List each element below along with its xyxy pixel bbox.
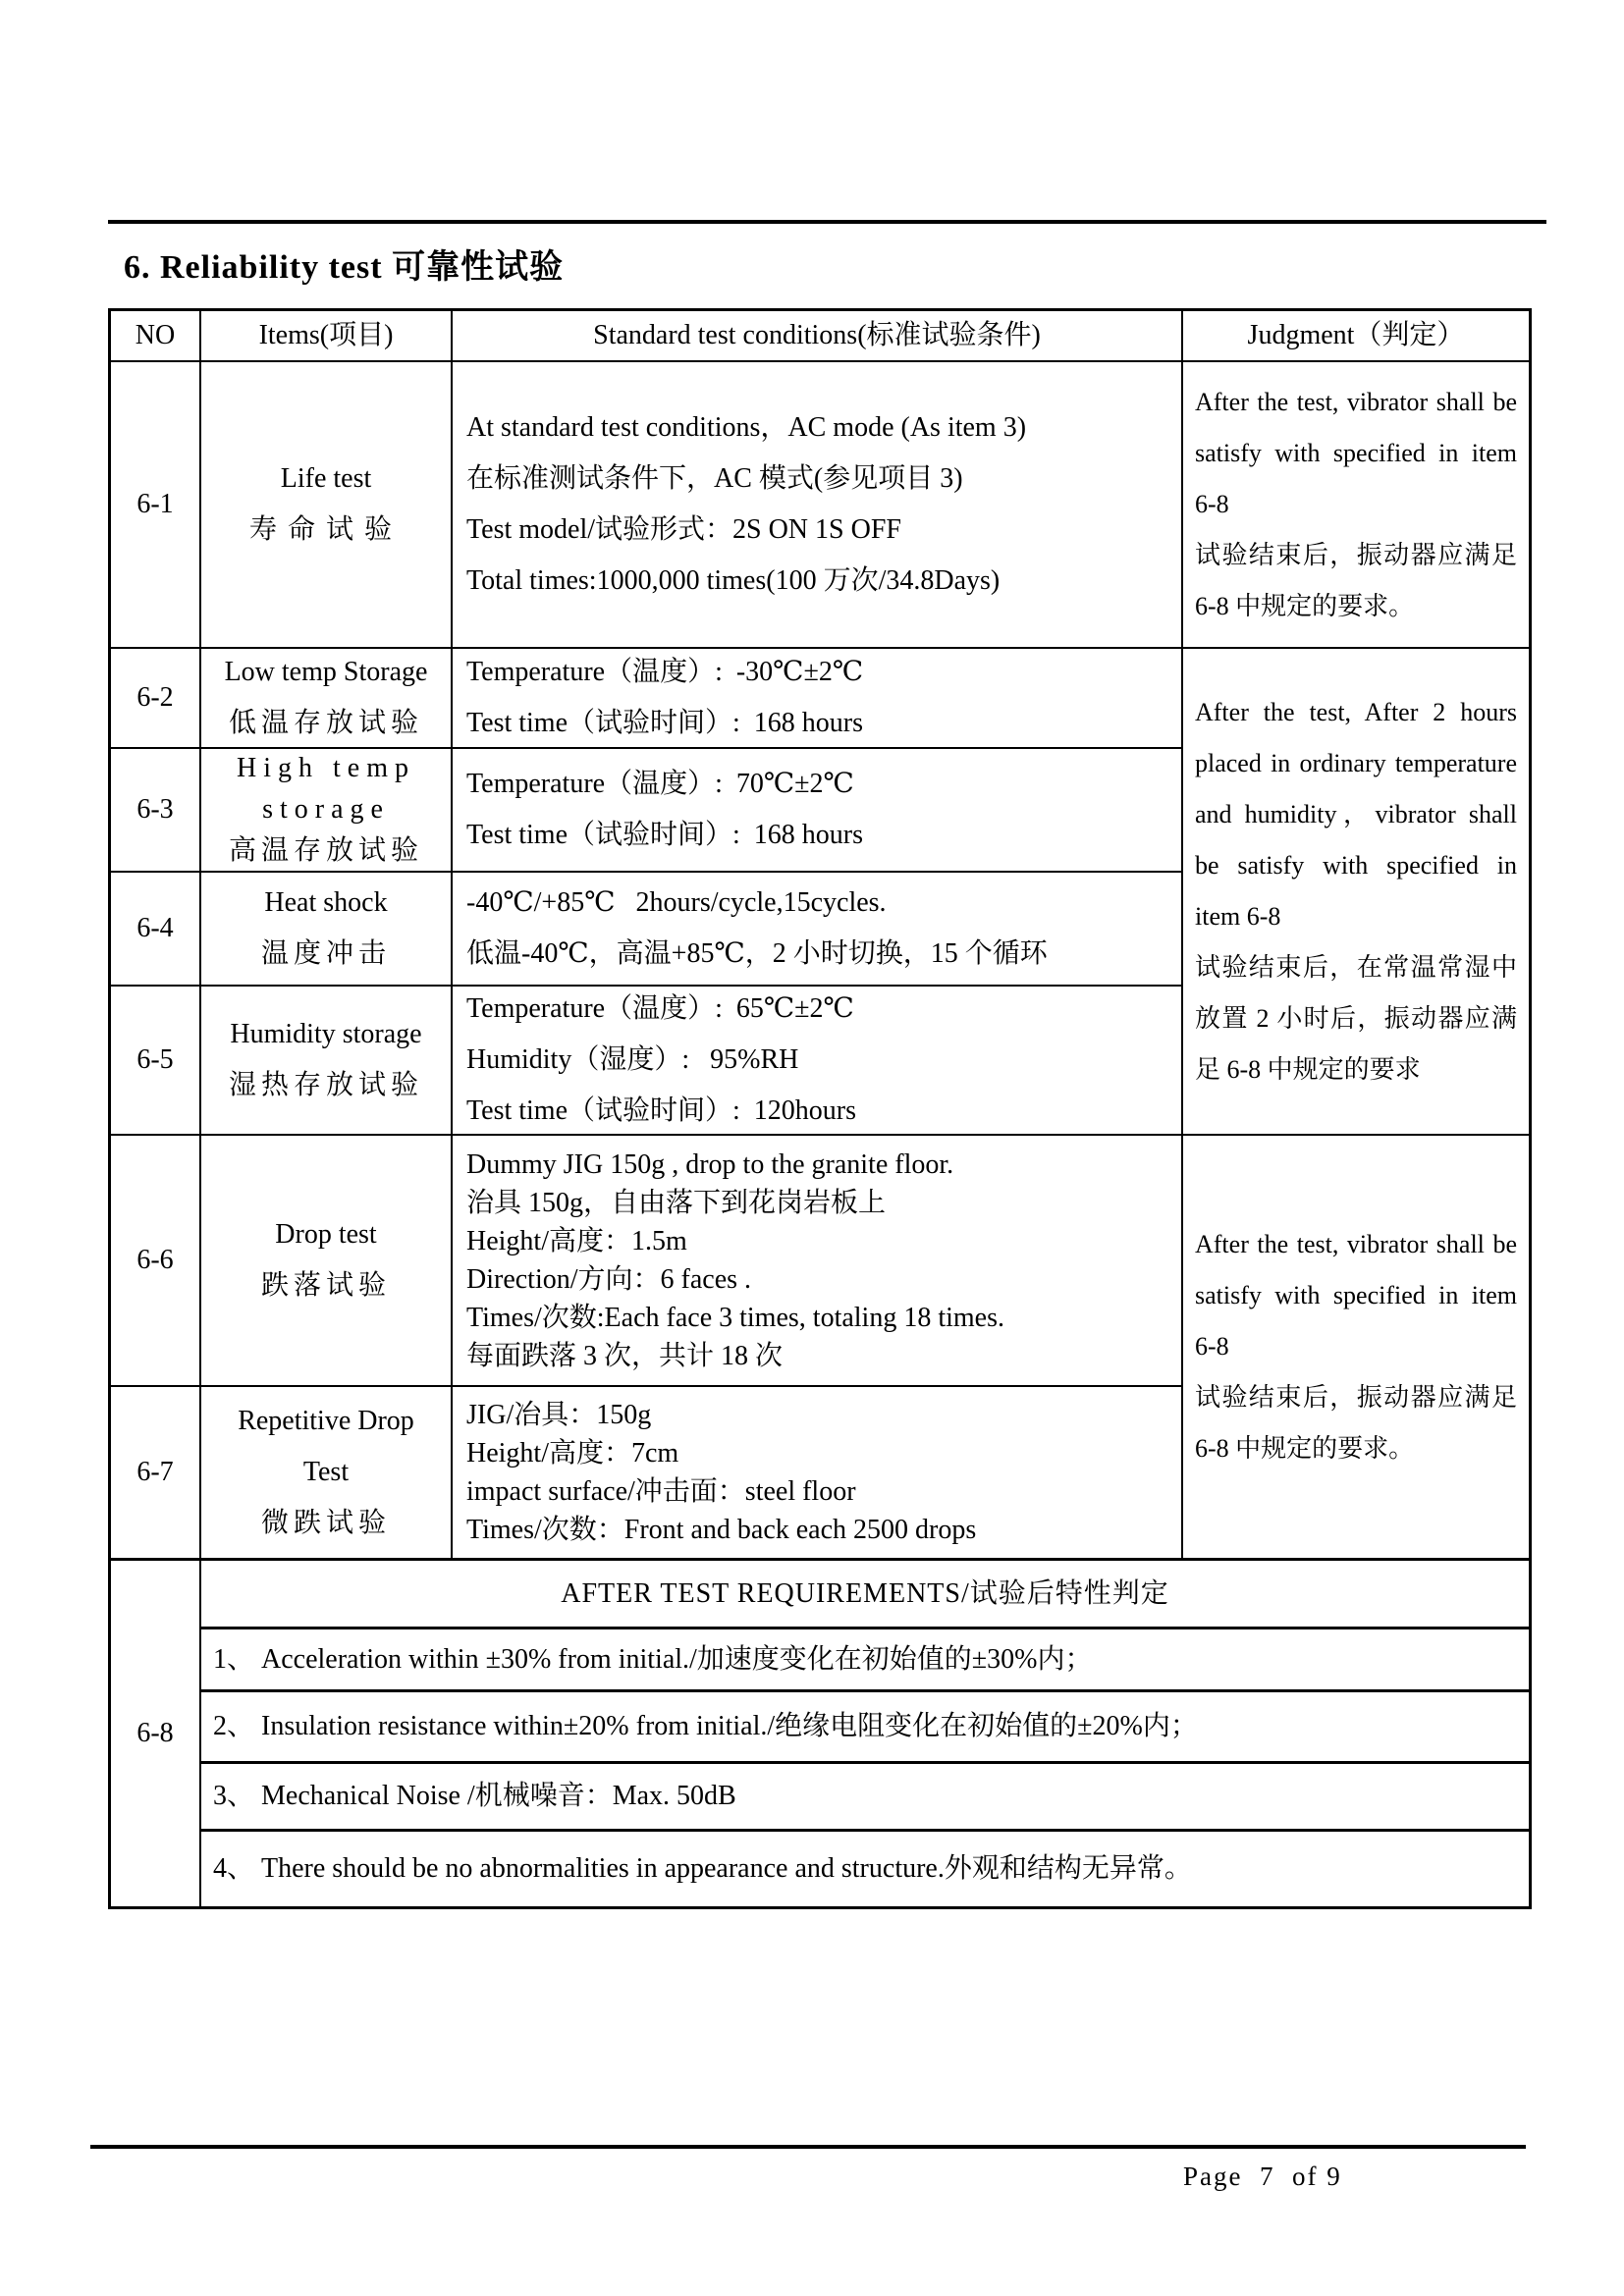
after-test-item-4 [201, 1832, 1529, 1906]
row-6-1-no [111, 362, 201, 649]
condition-line: Temperature（温度）: -30℃±2℃ [466, 657, 864, 687]
row-6-8-no [111, 1561, 201, 1906]
row-number: 6-2 [136, 682, 174, 713]
column-header-judgment [1183, 311, 1529, 362]
condition-line: JIG/冶具：150g [466, 1400, 652, 1430]
item-line: storage [262, 794, 390, 825]
condition-line: impact surface/冲击面：steel floor [466, 1476, 856, 1507]
row-number: 6-7 [136, 1457, 174, 1487]
row-6-4-item [201, 873, 453, 987]
header-label: Items(项目) [258, 320, 394, 350]
item-line: Repetitive Drop [238, 1406, 414, 1436]
judgment-text-en: After the test, After 2 hours placed in ordinary temperature and humidity，vibrator shall be satisfy with specified in item 6-8 [1195, 698, 1517, 931]
row-number: 6-3 [136, 794, 174, 825]
judgment-text-zh: 试验结束后，振动器应满足 6-8 中规定的要求。 [1195, 541, 1517, 620]
page-number: Page 7 of 9 [1183, 2162, 1342, 2191]
after-test-item-text: 3、 Mechanical Noise /机械噪音：Max. 50dB [213, 1781, 736, 1811]
condition-line: 低温-40℃，高温+85℃，2 小时切换，15 个循环 [466, 938, 1048, 969]
item-line: Drop test [275, 1219, 377, 1250]
row-6-6-conditions [453, 1136, 1183, 1387]
after-test-item-2 [201, 1692, 1529, 1764]
item-line: 低温存放试验 [228, 708, 423, 738]
condition-line: Test time（试验时间）: 120hours [466, 1095, 857, 1126]
after-test-item-1 [201, 1629, 1529, 1692]
footer-divider [90, 2145, 1526, 2149]
row-6-3-no [111, 749, 201, 873]
condition-line: Test time（试验时间）: 168 hours [466, 708, 864, 738]
condition-line: Height/高度：1.5m [466, 1226, 687, 1256]
row-number: 6-1 [136, 489, 174, 519]
item-line: Test [302, 1457, 350, 1487]
row-number: 6-4 [136, 913, 174, 943]
item-line: Humidity storage [230, 1019, 422, 1049]
top-divider [108, 220, 1546, 224]
row-6-1-conditions [453, 362, 1183, 649]
column-header-no [111, 311, 201, 362]
judgment-text-en: After the test, vibrator shall be satisfy with specified in item 6-8 [1195, 1230, 1517, 1361]
row-6-4-no [111, 873, 201, 987]
after-test-item-3 [201, 1764, 1529, 1832]
item-line: Heat shock [264, 887, 388, 918]
row-6-2-conditions [453, 649, 1183, 749]
row-number: 6-5 [136, 1044, 174, 1075]
item-line: 微跌试验 [260, 1508, 391, 1538]
condition-line: Times/次数:Each face 3 times, totaling 18 times. [466, 1303, 1004, 1333]
condition-line: Times/次数：Front and back each 2500 drops [466, 1515, 977, 1545]
row-number: 6-6 [136, 1245, 174, 1275]
row-6-5-no [111, 987, 201, 1136]
judgment-text-zh: 试验结束后，在常温常湿中放置 2 小时后，振动器应满足 6-8 中规定的要求 [1195, 953, 1517, 1084]
row-6-1-item [201, 362, 453, 649]
judgment-6-1 [1183, 362, 1529, 649]
column-header-items [201, 311, 453, 362]
condition-line: Dummy JIG 150g , drop to the granite floor. [466, 1149, 954, 1180]
condition-line: 在标准测试条件下，AC 模式(参见项目 3) [466, 463, 963, 494]
row-6-7-conditions [453, 1387, 1183, 1561]
after-test-item-text: 1、 Acceleration within ±30% from initial./加速度变化在初始值的±30%内； [213, 1643, 1093, 1675]
header-label: Judgment（判定） [1247, 320, 1465, 350]
condition-line: Temperature（温度）: 70℃±2℃ [466, 769, 854, 799]
condition-line: Temperature（温度）: 65℃±2℃ [466, 993, 854, 1024]
row-6-6-no [111, 1136, 201, 1387]
item-line: High temp [237, 753, 415, 783]
row-number: 6-8 [136, 1718, 174, 1748]
condition-line: Height/高度：7cm [466, 1438, 679, 1468]
item-line: 湿热存放试验 [228, 1070, 423, 1100]
condition-line: At standard test conditions，AC mode (As item 3) [466, 412, 1027, 443]
row-6-7-no [111, 1387, 201, 1561]
item-line: 高温存放试验 [228, 835, 423, 866]
row-6-5-conditions [453, 987, 1183, 1136]
condition-line: 治具 150g，自由落下到花岗岩板上 [466, 1188, 887, 1218]
row-6-5-item [201, 987, 453, 1136]
condition-line: -40℃/+85℃ 2hours/cycle,15cycles. [466, 887, 887, 918]
header-label: Standard test conditions(标准试验条件) [593, 320, 1041, 350]
after-test-requirements-header [201, 1561, 1529, 1629]
row-6-3-item [201, 749, 453, 873]
item-line: 跌落试验 [260, 1270, 391, 1301]
column-header-conditions [453, 311, 1183, 362]
judgment-text-zh: 试验结束后，振动器应满足 6-8 中规定的要求。 [1195, 1383, 1517, 1463]
judgment-6-2-to-6-5 [1183, 649, 1529, 1136]
row-6-3-conditions [453, 749, 1183, 873]
judgment-text-en: After the test, vibrator shall be satisfy with specified in item 6-8 [1195, 388, 1517, 518]
page-title: 6. Reliability test 可靠性试验 [124, 249, 565, 286]
after-test-item-text: 2、 Insulation resistance within±20% from initial./绝缘电阻变化在初始值的±20%内； [213, 1711, 1198, 1741]
after-test-header-label: AFTER TEST REQUIREMENTS/试验后特性判定 [561, 1577, 1169, 1609]
condition-line: Humidity（湿度）: 95%RH [466, 1044, 799, 1075]
row-6-2-item [201, 649, 453, 749]
item-line: 温度冲击 [260, 938, 391, 969]
header-label: NO [135, 320, 176, 350]
condition-line: Test model/试验形式：2S ON 1S OFF [466, 514, 901, 545]
row-6-2-no [111, 649, 201, 749]
row-6-4-conditions [453, 873, 1183, 987]
item-line: Life test [280, 463, 372, 494]
condition-line: 每面跌落 3 次，共计 18 次 [466, 1341, 784, 1371]
condition-line: Test time（试验时间）: 168 hours [466, 820, 864, 850]
row-6-7-item [201, 1387, 453, 1561]
after-test-item-text: 4、 There should be no abnormalities in appearance and structure.外观和结构无异常。 [213, 1853, 1192, 1884]
item-line: Low temp Storage [224, 657, 428, 687]
judgment-6-6-to-6-7 [1183, 1136, 1529, 1561]
condition-line: Direction/方向：6 faces . [466, 1264, 752, 1295]
row-6-6-item [201, 1136, 453, 1387]
item-line: 寿命试验 [248, 514, 403, 545]
condition-line: Total times:1000,000 times(100 万次/34.8Days) [466, 565, 1001, 596]
reliability-table [108, 308, 1532, 1909]
